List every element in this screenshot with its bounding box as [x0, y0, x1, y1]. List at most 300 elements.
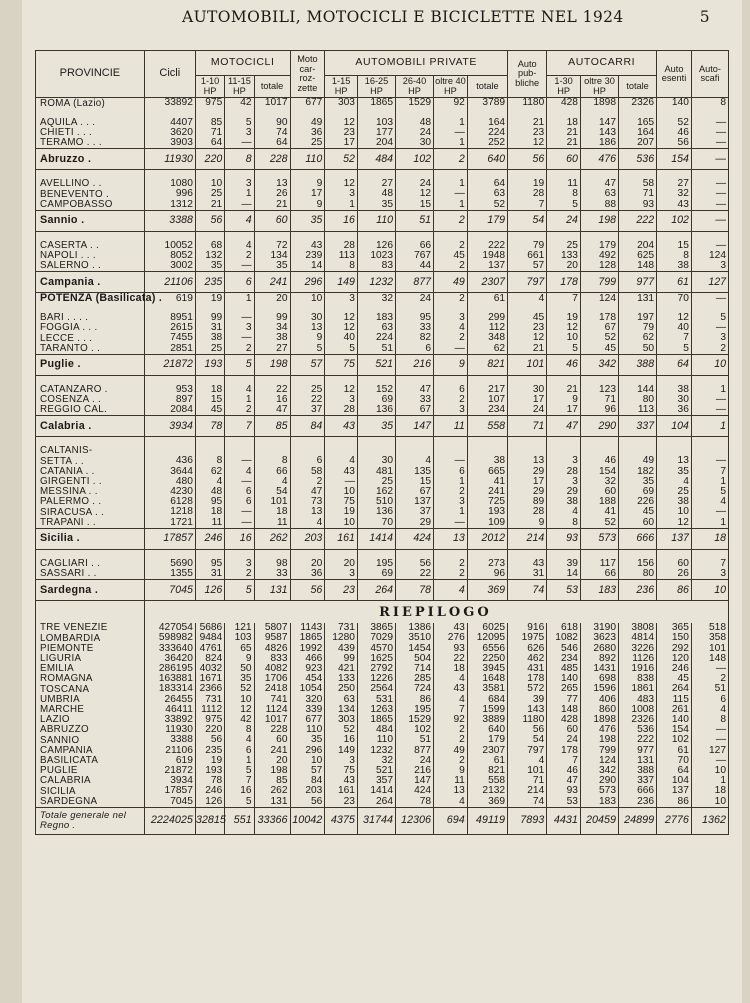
group-header-motocicli: MOTOCICLI: [195, 51, 290, 76]
value-cell: 439: [325, 644, 358, 654]
value-cell: 75: [325, 766, 358, 776]
province-name: TARANTO . .: [36, 344, 145, 355]
value-cell: 29: [547, 487, 581, 497]
value-cell: 17: [547, 405, 581, 416]
value-cell: —: [225, 200, 254, 211]
value-cell: 428: [547, 98, 581, 109]
value-cell: 4407: [144, 118, 195, 128]
value-cell: 22: [254, 385, 290, 395]
value-cell: 21872: [144, 766, 195, 776]
value-cell: 148: [547, 705, 581, 715]
column-header-autoscafi: Auto- scafi: [691, 51, 728, 98]
value-cell: 3623: [580, 633, 618, 643]
subheader-cell: 26-40 HP: [396, 76, 434, 98]
spacer-cell: [36, 601, 145, 624]
value-cell: 16: [225, 786, 254, 796]
value-cell: 131: [619, 756, 657, 766]
value-cell: 56: [290, 580, 325, 601]
value-cell: 292: [657, 644, 692, 654]
value-cell: 6025: [467, 623, 507, 633]
value-cell: 4: [225, 241, 254, 251]
subheader-cell: totale: [467, 76, 507, 98]
value-cell: 126: [357, 241, 395, 251]
value-cell: 236: [619, 797, 657, 808]
value-cell: 661: [508, 251, 547, 261]
value-cell: 58: [290, 467, 325, 477]
value-cell: 45: [434, 251, 468, 261]
value-cell: 4: [225, 467, 254, 477]
province-name: Sardegna .: [36, 580, 145, 601]
spacer-cell: [225, 437, 254, 447]
province-name: CALABRIA: [36, 776, 145, 786]
value-cell: 60: [254, 735, 290, 745]
value-cell: 154: [657, 725, 692, 735]
value-cell: 10: [547, 333, 581, 343]
value-cell: 572: [508, 684, 547, 694]
value-cell: 149: [325, 746, 358, 756]
value-cell: 996: [144, 189, 195, 199]
province-name: SANNIO: [36, 735, 145, 745]
value-cell: 49: [434, 746, 468, 756]
value-cell: 4: [254, 477, 290, 487]
value-cell: 8: [254, 456, 290, 466]
value-cell: 484: [357, 149, 395, 170]
subheader-cell: oltre 40 HP: [434, 76, 468, 98]
value-cell: 69: [357, 569, 395, 580]
value-cell: 1082: [547, 633, 581, 643]
value-cell: 25: [290, 138, 325, 149]
province-name: Puglie .: [36, 354, 145, 375]
value-cell: 131: [254, 580, 290, 601]
value-cell: 6556: [467, 644, 507, 654]
province-name: SIRACUSA . .: [36, 507, 145, 517]
value-cell: 101: [691, 644, 728, 654]
value-cell: 20: [325, 559, 358, 569]
value-cell: 358: [691, 633, 728, 643]
value-cell: 13: [290, 507, 325, 517]
value-cell: 22: [434, 654, 468, 664]
value-cell: 2132: [467, 786, 507, 796]
value-cell: 8: [657, 251, 692, 261]
province-name: LOMBARDIA: [36, 633, 145, 643]
value-cell: 3002: [144, 261, 195, 272]
spacer-cell: [357, 437, 395, 447]
value-cell: 131: [619, 293, 657, 304]
value-cell: 52: [657, 118, 692, 128]
value-cell: 186: [580, 138, 618, 149]
value-cell: 5: [225, 118, 254, 128]
value-cell: 32: [580, 477, 618, 487]
value-cell: 228: [254, 149, 290, 170]
value-cell: 64: [657, 354, 692, 375]
value-cell: 107: [467, 395, 507, 405]
value-cell: 66: [396, 241, 434, 251]
value-cell: 216: [396, 766, 434, 776]
value-cell: 7: [657, 333, 692, 343]
value-cell: 8052: [144, 251, 195, 261]
value-cell: 164: [619, 128, 657, 138]
value-cell: 897: [144, 395, 195, 405]
value-cell: 164: [467, 118, 507, 128]
value-cell: 38: [467, 456, 507, 466]
value-cell: 83: [357, 261, 395, 272]
value-cell: 93: [547, 528, 581, 549]
value-cell: 492: [580, 251, 618, 261]
value-cell: 480: [144, 477, 195, 487]
value-cell: 32815: [195, 807, 224, 834]
value-cell: 476: [580, 725, 618, 735]
value-cell: 2012: [467, 528, 507, 549]
province-name: AQUILA . . .: [36, 118, 145, 128]
value-cell: 11: [254, 518, 290, 529]
value-cell: 33: [254, 569, 290, 580]
value-cell: 2326: [619, 715, 657, 725]
value-cell: 220: [195, 149, 224, 170]
value-cell: 52: [325, 725, 358, 735]
value-cell: 12306: [396, 807, 434, 834]
value-cell: 27: [357, 179, 395, 189]
province-name: AVELLINO . .: [36, 179, 145, 189]
value-cell: 975: [195, 98, 224, 109]
value-cell: 35: [195, 261, 224, 272]
value-cell: 19: [325, 507, 358, 517]
province-row: [36, 138, 729, 149]
value-cell: 15: [396, 200, 434, 211]
spacer-row: [36, 437, 729, 447]
value-cell: 3: [434, 405, 468, 416]
value-cell: 18: [691, 528, 728, 549]
value-cell: 3510: [396, 633, 434, 643]
subheader-cell: 1-10 HP: [195, 76, 224, 98]
value-cell: 741: [254, 695, 290, 705]
value-cell: 1355: [144, 569, 195, 580]
value-cell: 69: [619, 487, 657, 497]
value-cell: 1865: [357, 715, 395, 725]
value-cell: —: [325, 477, 358, 487]
value-cell: 46: [547, 766, 581, 776]
value-cell: 183: [580, 797, 618, 808]
value-cell: 466: [290, 654, 325, 664]
column-header-motocarrozzette: Moto car- roz- zette: [290, 51, 325, 98]
column-header-cicli: Cicli: [144, 51, 195, 98]
value-cell: 226: [619, 497, 657, 507]
province-name: POTENZA (Basilicata) .: [36, 293, 145, 304]
value-cell: 1017: [254, 715, 290, 725]
value-cell: 3: [691, 261, 728, 272]
province-name: CATANIA . .: [36, 467, 145, 477]
value-cell: 1671: [195, 674, 224, 684]
value-cell: 640: [467, 149, 507, 170]
value-cell: 45: [508, 313, 547, 323]
value-cell: 222: [467, 241, 507, 251]
value-cell: 1948: [467, 251, 507, 261]
value-cell: 85: [254, 416, 290, 437]
value-cell: 4: [225, 735, 254, 745]
value-cell: 41: [467, 477, 507, 487]
province-name: CAMPOBASSO: [36, 200, 145, 211]
value-cell: 4: [225, 385, 254, 395]
value-cell: 369: [467, 580, 507, 601]
value-cell: 10: [225, 695, 254, 705]
value-cell: 10042: [290, 807, 325, 834]
value-cell: 2: [434, 395, 468, 405]
value-cell: 9: [547, 395, 581, 405]
value-cell: 77: [547, 695, 581, 705]
value-cell: 53: [547, 580, 581, 601]
value-cell: 71: [508, 776, 547, 786]
value-cell: 98: [254, 559, 290, 569]
value-cell: 462: [508, 654, 547, 664]
value-cell: 79: [619, 323, 657, 333]
region-total-row: [36, 210, 729, 231]
value-cell: 1: [434, 138, 468, 149]
value-cell: 4: [434, 695, 468, 705]
value-cell: 37: [290, 405, 325, 416]
value-cell: 154: [580, 467, 618, 477]
value-cell: 1414: [357, 528, 395, 549]
value-cell: 342: [580, 354, 618, 375]
value-cell: 135: [396, 467, 434, 477]
value-cell: 558: [467, 776, 507, 786]
value-cell: 9: [225, 654, 254, 664]
value-cell: 43: [434, 684, 468, 694]
value-cell: 136: [357, 507, 395, 517]
value-cell: 8: [691, 715, 728, 725]
value-cell: 731: [325, 623, 358, 633]
value-cell: 137: [467, 261, 507, 272]
value-cell: 4570: [357, 644, 395, 654]
value-cell: 10: [657, 507, 692, 517]
value-cell: 44: [396, 261, 434, 272]
value-cell: 11: [434, 416, 468, 437]
value-cell: 21106: [144, 746, 195, 756]
value-cell: —: [225, 518, 254, 529]
province-name: SARDEGNA: [36, 797, 145, 808]
value-cell: 11930: [144, 149, 195, 170]
value-cell: 128: [580, 261, 618, 272]
value-cell: 2564: [357, 684, 395, 694]
value-cell: 36: [290, 128, 325, 138]
value-cell: 56: [195, 210, 224, 231]
province-name: LECCE . . .: [36, 333, 145, 343]
value-cell: 70: [657, 756, 692, 766]
value-cell: 4761: [195, 644, 224, 654]
value-cell: 598982: [144, 633, 195, 643]
value-cell: 68: [195, 241, 224, 251]
province-name: CATANZARO .: [36, 385, 145, 395]
spacer-cell: [691, 437, 728, 447]
value-cell: 1386: [396, 623, 434, 633]
value-cell: 12: [325, 323, 358, 333]
value-cell: 25: [290, 385, 325, 395]
value-cell: 71: [580, 395, 618, 405]
value-cell: 3: [434, 313, 468, 323]
value-cell: 1: [225, 756, 254, 766]
spacer-cell: [467, 437, 507, 447]
value-cell: 1599: [467, 705, 507, 715]
value-cell: 63: [325, 695, 358, 705]
region-total-row: [36, 580, 729, 601]
value-cell: 23: [325, 580, 358, 601]
value-cell: 32: [657, 189, 692, 199]
region-total-row: [36, 354, 729, 375]
grand-total-row: [36, 807, 729, 834]
province-row: [36, 200, 729, 211]
value-cell: 246: [195, 528, 224, 549]
province-name: TRE VENEZIE: [36, 623, 145, 633]
value-cell: 61: [467, 293, 507, 304]
value-cell: 86: [657, 580, 692, 601]
value-cell: 273: [467, 559, 507, 569]
value-cell: 124: [580, 293, 618, 304]
value-cell: 35: [657, 467, 692, 477]
value-cell: 24: [547, 210, 581, 231]
value-cell: 4032: [195, 664, 224, 674]
value-cell: 573: [580, 528, 618, 549]
value-cell: 20: [547, 261, 581, 272]
value-cell: 30: [657, 395, 692, 405]
value-cell: 666: [619, 786, 657, 796]
value-cell: 35: [357, 200, 395, 211]
spacer-cell: [508, 437, 547, 447]
value-cell: 35: [290, 735, 325, 745]
value-cell: 4: [225, 210, 254, 231]
value-cell: 1008: [619, 705, 657, 715]
value-cell: 188: [580, 497, 618, 507]
province-name: CASERTA . .: [36, 241, 145, 251]
value-cell: 25: [357, 477, 395, 487]
value-cell: 18: [691, 786, 728, 796]
value-cell: 149: [325, 272, 358, 293]
value-cell: 1124: [254, 705, 290, 715]
value-cell: 67: [396, 405, 434, 416]
value-cell: 21: [508, 344, 547, 355]
value-cell: 13: [434, 786, 468, 796]
province-name: NAPOLI . . .: [36, 251, 145, 261]
value-cell: 1: [434, 200, 468, 211]
value-cell: 61: [657, 272, 692, 293]
value-cell: 4: [434, 323, 468, 333]
value-cell: 10: [290, 756, 325, 766]
value-cell: 78: [396, 797, 434, 808]
spacer-cell: [434, 437, 468, 447]
value-cell: 144: [619, 385, 657, 395]
value-cell: 12: [225, 705, 254, 715]
value-cell: 29: [508, 467, 547, 477]
value-cell: 2307: [467, 272, 507, 293]
value-cell: 126: [195, 580, 224, 601]
value-cell: 31: [508, 569, 547, 580]
value-cell: 96: [580, 405, 618, 416]
value-cell: 109: [467, 518, 507, 529]
value-cell: 3: [691, 333, 728, 343]
value-cell: 96: [467, 569, 507, 580]
value-cell: 357: [357, 776, 395, 786]
value-cell: 975: [195, 715, 224, 725]
lead-row: [36, 98, 729, 109]
value-cell: 103: [225, 633, 254, 643]
province-row: [36, 293, 729, 304]
province-name: FOGGIA . . .: [36, 323, 145, 333]
value-cell: 11: [434, 776, 468, 786]
value-cell: —: [691, 118, 728, 128]
value-cell: 71: [619, 189, 657, 199]
value-cell: 11: [195, 518, 224, 529]
value-cell: —: [225, 507, 254, 517]
value-cell: 476: [580, 149, 618, 170]
value-cell: 23: [325, 128, 358, 138]
value-cell: 18: [195, 507, 224, 517]
value-cell: 7: [547, 756, 581, 766]
value-cell: 110: [357, 735, 395, 745]
value-cell: 12: [325, 385, 358, 395]
value-cell: 234: [547, 654, 581, 664]
value-cell: 73: [290, 497, 325, 507]
value-cell: 21106: [144, 272, 195, 293]
value-cell: 8: [225, 149, 254, 170]
value-cell: 102: [396, 149, 434, 170]
value-cell: 3388: [144, 210, 195, 231]
value-cell: 56: [657, 138, 692, 149]
value-cell: 9: [508, 518, 547, 529]
value-cell: 3: [547, 456, 581, 466]
value-cell: 178: [508, 674, 547, 684]
value-cell: 1529: [396, 98, 434, 109]
value-cell: 38: [657, 497, 692, 507]
value-cell: 7: [225, 416, 254, 437]
value-cell: 2: [434, 756, 468, 766]
province-name: PUGLIE: [36, 766, 145, 776]
value-cell: —: [691, 128, 728, 138]
value-cell: 54: [508, 735, 547, 745]
value-cell: 6: [225, 497, 254, 507]
value-cell: 7029: [357, 633, 395, 643]
value-cell: 74: [508, 797, 547, 808]
value-cell: 1898: [580, 98, 618, 109]
value-cell: 4814: [619, 633, 657, 643]
value-cell: 163881: [144, 674, 195, 684]
value-cell: 46411: [144, 705, 195, 715]
value-cell: 2084: [144, 405, 195, 416]
value-cell: 3: [547, 477, 581, 487]
value-cell: 665: [467, 467, 507, 477]
province-row: [36, 189, 729, 199]
value-cell: 303: [325, 715, 358, 725]
value-cell: 551: [225, 807, 254, 834]
value-cell: 6: [225, 487, 254, 497]
value-cell: 23: [325, 797, 358, 808]
value-cell: 241: [467, 487, 507, 497]
value-cell: 296: [290, 272, 325, 293]
value-cell: 63: [467, 189, 507, 199]
value-cell: 197: [619, 313, 657, 323]
value-cell: 684: [467, 695, 507, 705]
value-cell: 80: [619, 395, 657, 405]
value-cell: 45: [657, 674, 692, 684]
value-cell: 2: [434, 210, 468, 231]
province-name: CHIETI . . .: [36, 128, 145, 138]
value-cell: 78: [195, 776, 224, 786]
value-cell: 11: [547, 179, 581, 189]
value-cell: 15: [195, 395, 224, 405]
value-cell: 222: [619, 210, 657, 231]
value-cell: 797: [508, 746, 547, 756]
value-cell: 18: [434, 664, 468, 674]
value-cell: 9: [290, 179, 325, 189]
value-cell: 178: [547, 746, 581, 756]
value-cell: 2: [434, 735, 468, 745]
value-cell: 236: [619, 580, 657, 601]
